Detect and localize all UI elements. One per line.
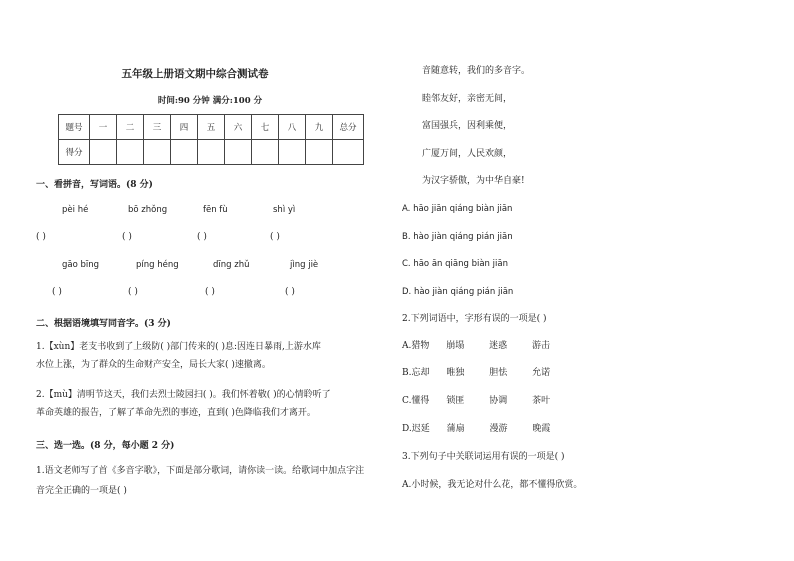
q2-option-d[interactable]	[402, 420, 550, 438]
option-word: 迷惑	[489, 341, 508, 351]
pinyin-1: pèi hé	[62, 205, 89, 215]
option-word: 蒲扇	[446, 424, 465, 434]
option-word: 漫游	[489, 424, 508, 434]
answer-blank[interactable]: ( )	[128, 287, 138, 297]
score-cell[interactable]	[225, 140, 252, 165]
option-word: 崩塌	[446, 341, 465, 351]
score-table-cell: 二	[117, 115, 144, 140]
score-table-cell: 五	[198, 115, 225, 140]
score-table-cell: 七	[252, 115, 279, 140]
pinyin-7: dīng zhǔ	[213, 260, 250, 270]
score-cell[interactable]	[198, 140, 225, 165]
answer-blank[interactable]: ( )	[36, 232, 46, 242]
score-cell[interactable]	[144, 140, 171, 165]
poem-line: 为汉字骄傲，为中华自豪!	[422, 176, 525, 186]
option-word: A.猎物	[402, 341, 430, 351]
option-word: B.忘却	[402, 368, 430, 378]
option-word: C.懂得	[402, 396, 430, 406]
score-table-cell: 六	[225, 115, 252, 140]
option-b[interactable]: B. hào jiàn qiáng pián jiān	[402, 232, 513, 242]
score-table-cell: 题号	[59, 115, 90, 140]
option-c[interactable]: C. hāo ān qiāng biàn jiān	[402, 259, 508, 269]
pinyin-8: jìng jiè	[290, 260, 319, 270]
score-table-cell: 一	[90, 115, 117, 140]
option-word: 唯独	[446, 368, 465, 378]
option-word: 茶叶	[532, 396, 551, 406]
option-word: 胆怯	[489, 368, 508, 378]
answer-blank[interactable]: ( )	[270, 232, 280, 242]
score-table-cell: 八	[279, 115, 306, 140]
poem-line: 睦邻友好，亲密无间，	[422, 94, 513, 104]
q3-option-a[interactable]: A.小时候，我无论对什么花，都不懂得欣赏。	[402, 480, 583, 490]
s2-q1-line2: 水位上涨，为了群众的生命财产安全，局长大家( )速撤离。	[36, 360, 271, 370]
score-table-label: 得分	[59, 140, 90, 165]
score-cell[interactable]	[306, 140, 333, 165]
pinyin-6: píng héng	[136, 260, 179, 270]
answer-blank[interactable]: ( )	[197, 232, 207, 242]
score-table-cell: 总分	[333, 115, 364, 140]
section1-heading: 一、看拼音，写词语。(8 分)	[36, 180, 153, 190]
option-d[interactable]: D. hào jiàn qiáng pián jiān	[402, 287, 514, 297]
s2-q1-line1: 1.【xùn】老支书收到了上级防( )部门传来的( )息:因连日暴雨,上游水库	[36, 342, 321, 352]
exam-info: 时间:90 分钟 满分:100 分	[157, 96, 263, 106]
pinyin-2: bō zhǒng	[128, 205, 168, 215]
option-word: 协调	[489, 396, 508, 406]
pinyin-3: fēn fù	[203, 205, 228, 215]
poem-line: 广厦万间，人民欢颜，	[422, 149, 513, 159]
q2-option-b[interactable]	[402, 364, 550, 382]
pinyin-5: gāo bīng	[62, 260, 100, 270]
score-table-cell: 九	[306, 115, 333, 140]
option-word: 允诺	[532, 368, 551, 378]
question-2: 2.下列词语中，字形有误的一项是( )	[402, 314, 547, 324]
poem-line: 富国强兵，因利乘便，	[422, 121, 513, 131]
answer-blank[interactable]: ( )	[52, 287, 62, 297]
answer-blank[interactable]: ( )	[205, 287, 215, 297]
score-table-score-row	[59, 140, 364, 165]
section3-heading: 三、选一选。(8 分，每小题 2 分)	[36, 441, 175, 451]
option-word: 晚霞	[532, 424, 551, 434]
page-title: 五年级上册语文期中综合测试卷	[121, 68, 269, 80]
option-word: D.迟延	[402, 424, 430, 434]
score-cell[interactable]	[333, 140, 364, 165]
answer-blank[interactable]: ( )	[285, 287, 295, 297]
score-table-cell: 三	[144, 115, 171, 140]
score-cell[interactable]	[252, 140, 279, 165]
score-cell[interactable]	[171, 140, 198, 165]
option-a[interactable]: A. hāo jiān qiáng biàn jiān	[402, 204, 513, 214]
score-table-header-row	[59, 115, 364, 140]
s2-q2-line2: 革命英雄的报告，了解了革命先烈的事迹，直到( )色降临我们才离开。	[36, 408, 316, 418]
option-word: 锁匪	[446, 396, 465, 406]
score-cell[interactable]	[117, 140, 144, 165]
section2-heading: 二、根据语境填写同音字。(3 分)	[36, 319, 171, 329]
score-cell[interactable]	[90, 140, 117, 165]
s2-q2-line1: 2.【mù】清明节这天，我们去烈士陵园扫( )。我们怀着敬( )的心情聆听了	[36, 390, 331, 400]
s3-q1-line1: 1.语文老师写了首《多音字歌》，下面是部分歌词，请你读一读。给歌词中加点字注	[36, 466, 365, 476]
answer-blank[interactable]: ( )	[122, 232, 132, 242]
score-table-cell: 四	[171, 115, 198, 140]
question-3: 3.下列句子中关联词运用有误的一项是( )	[402, 452, 565, 462]
q2-option-a[interactable]	[402, 337, 550, 355]
q2-option-c[interactable]	[402, 392, 550, 410]
score-cell[interactable]	[279, 140, 306, 165]
pinyin-4: shì yì	[273, 205, 296, 215]
score-table	[58, 114, 364, 165]
option-word: 游击	[532, 341, 551, 351]
s3-q1-line2: 音完全正确的一项是( )	[36, 486, 127, 496]
poem-line: 音随意转，我们的多音字。	[422, 66, 531, 76]
